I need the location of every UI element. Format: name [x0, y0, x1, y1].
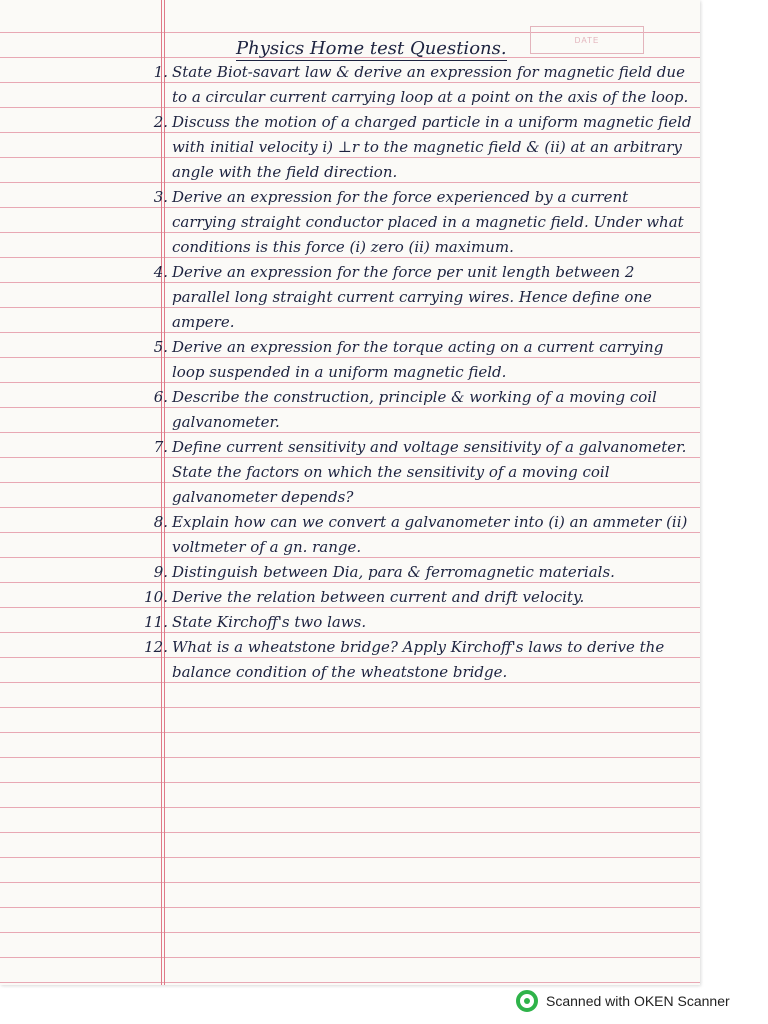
page-title: Physics Home test Questions.	[236, 38, 507, 59]
question-number: 3.	[153, 188, 168, 206]
question-number: 5.	[153, 338, 168, 356]
oken-scanner-logo-icon	[516, 990, 538, 1012]
question-number: 10.	[144, 588, 168, 606]
question-text: Derive an expression for the force per unit length between 2 parallel long straight current carrying wires. Hence define one ampere.	[172, 263, 652, 331]
question-number: 2.	[153, 113, 168, 131]
question-number: 9.	[153, 563, 168, 581]
question-text: Derive an expression for the torque acting on a current carrying loop suspended in a uniform magnetic field.	[172, 338, 664, 381]
question-number: 12.	[144, 638, 168, 656]
question-item	[0, 335, 700, 385]
question-item	[0, 635, 700, 685]
question-item	[0, 60, 700, 110]
question-list	[0, 60, 700, 685]
question-item	[0, 110, 700, 185]
question-item	[0, 185, 700, 260]
scanner-watermark-text: Scanned with OKEN Scanner	[546, 993, 730, 1009]
question-text: Derive the relation between current and drift velocity.	[172, 588, 585, 606]
question-text: Discuss the motion of a charged particle in a uniform magnetic field with initial velocity i) ⊥r to the magnetic field & (ii) at an arbitrary angle with the field direction.	[172, 113, 692, 181]
question-item	[0, 385, 700, 435]
question-text: State Biot-savart law & derive an expression for magnetic field due to a circular current carrying loop at a point on the axis of the loop.	[172, 63, 689, 106]
question-text: Derive an expression for the force experienced by a current carrying straight conductor placed in a magnetic field. Under what conditions is this force (i) zero (ii) maximum.	[172, 188, 684, 256]
question-text: Describe the construction, principle & working of a moving coil galvanometer.	[172, 388, 657, 431]
question-number: 8.	[153, 513, 168, 531]
question-item	[0, 510, 700, 560]
date-box: DATE	[530, 26, 644, 54]
question-text: State Kirchoff's two laws.	[172, 613, 367, 631]
question-number: 11.	[144, 613, 168, 631]
question-number: 6.	[153, 388, 168, 406]
question-number: 7.	[153, 438, 168, 456]
question-item	[0, 585, 700, 610]
question-text: What is a wheatstone bridge? Apply Kirchoff's laws to derive the balance condition of the wheatstone bridge.	[172, 638, 665, 681]
question-number: 4.	[153, 263, 168, 281]
question-text: Distinguish between Dia, para & ferromagnetic materials.	[172, 563, 615, 581]
scanner-watermark	[516, 990, 730, 1012]
question-item	[0, 260, 700, 335]
question-item	[0, 435, 700, 510]
question-item	[0, 560, 700, 585]
question-number: 1.	[153, 63, 168, 81]
question-text: Define current sensitivity and voltage sensitivity of a galvanometer. State the factors on which the sensitivity of a moving coil galvanometer depends?	[172, 438, 687, 506]
question-text: Explain how can we convert a galvanometer into (i) an ammeter (ii) voltmeter of a gn. range.	[172, 513, 688, 556]
question-item	[0, 610, 700, 635]
